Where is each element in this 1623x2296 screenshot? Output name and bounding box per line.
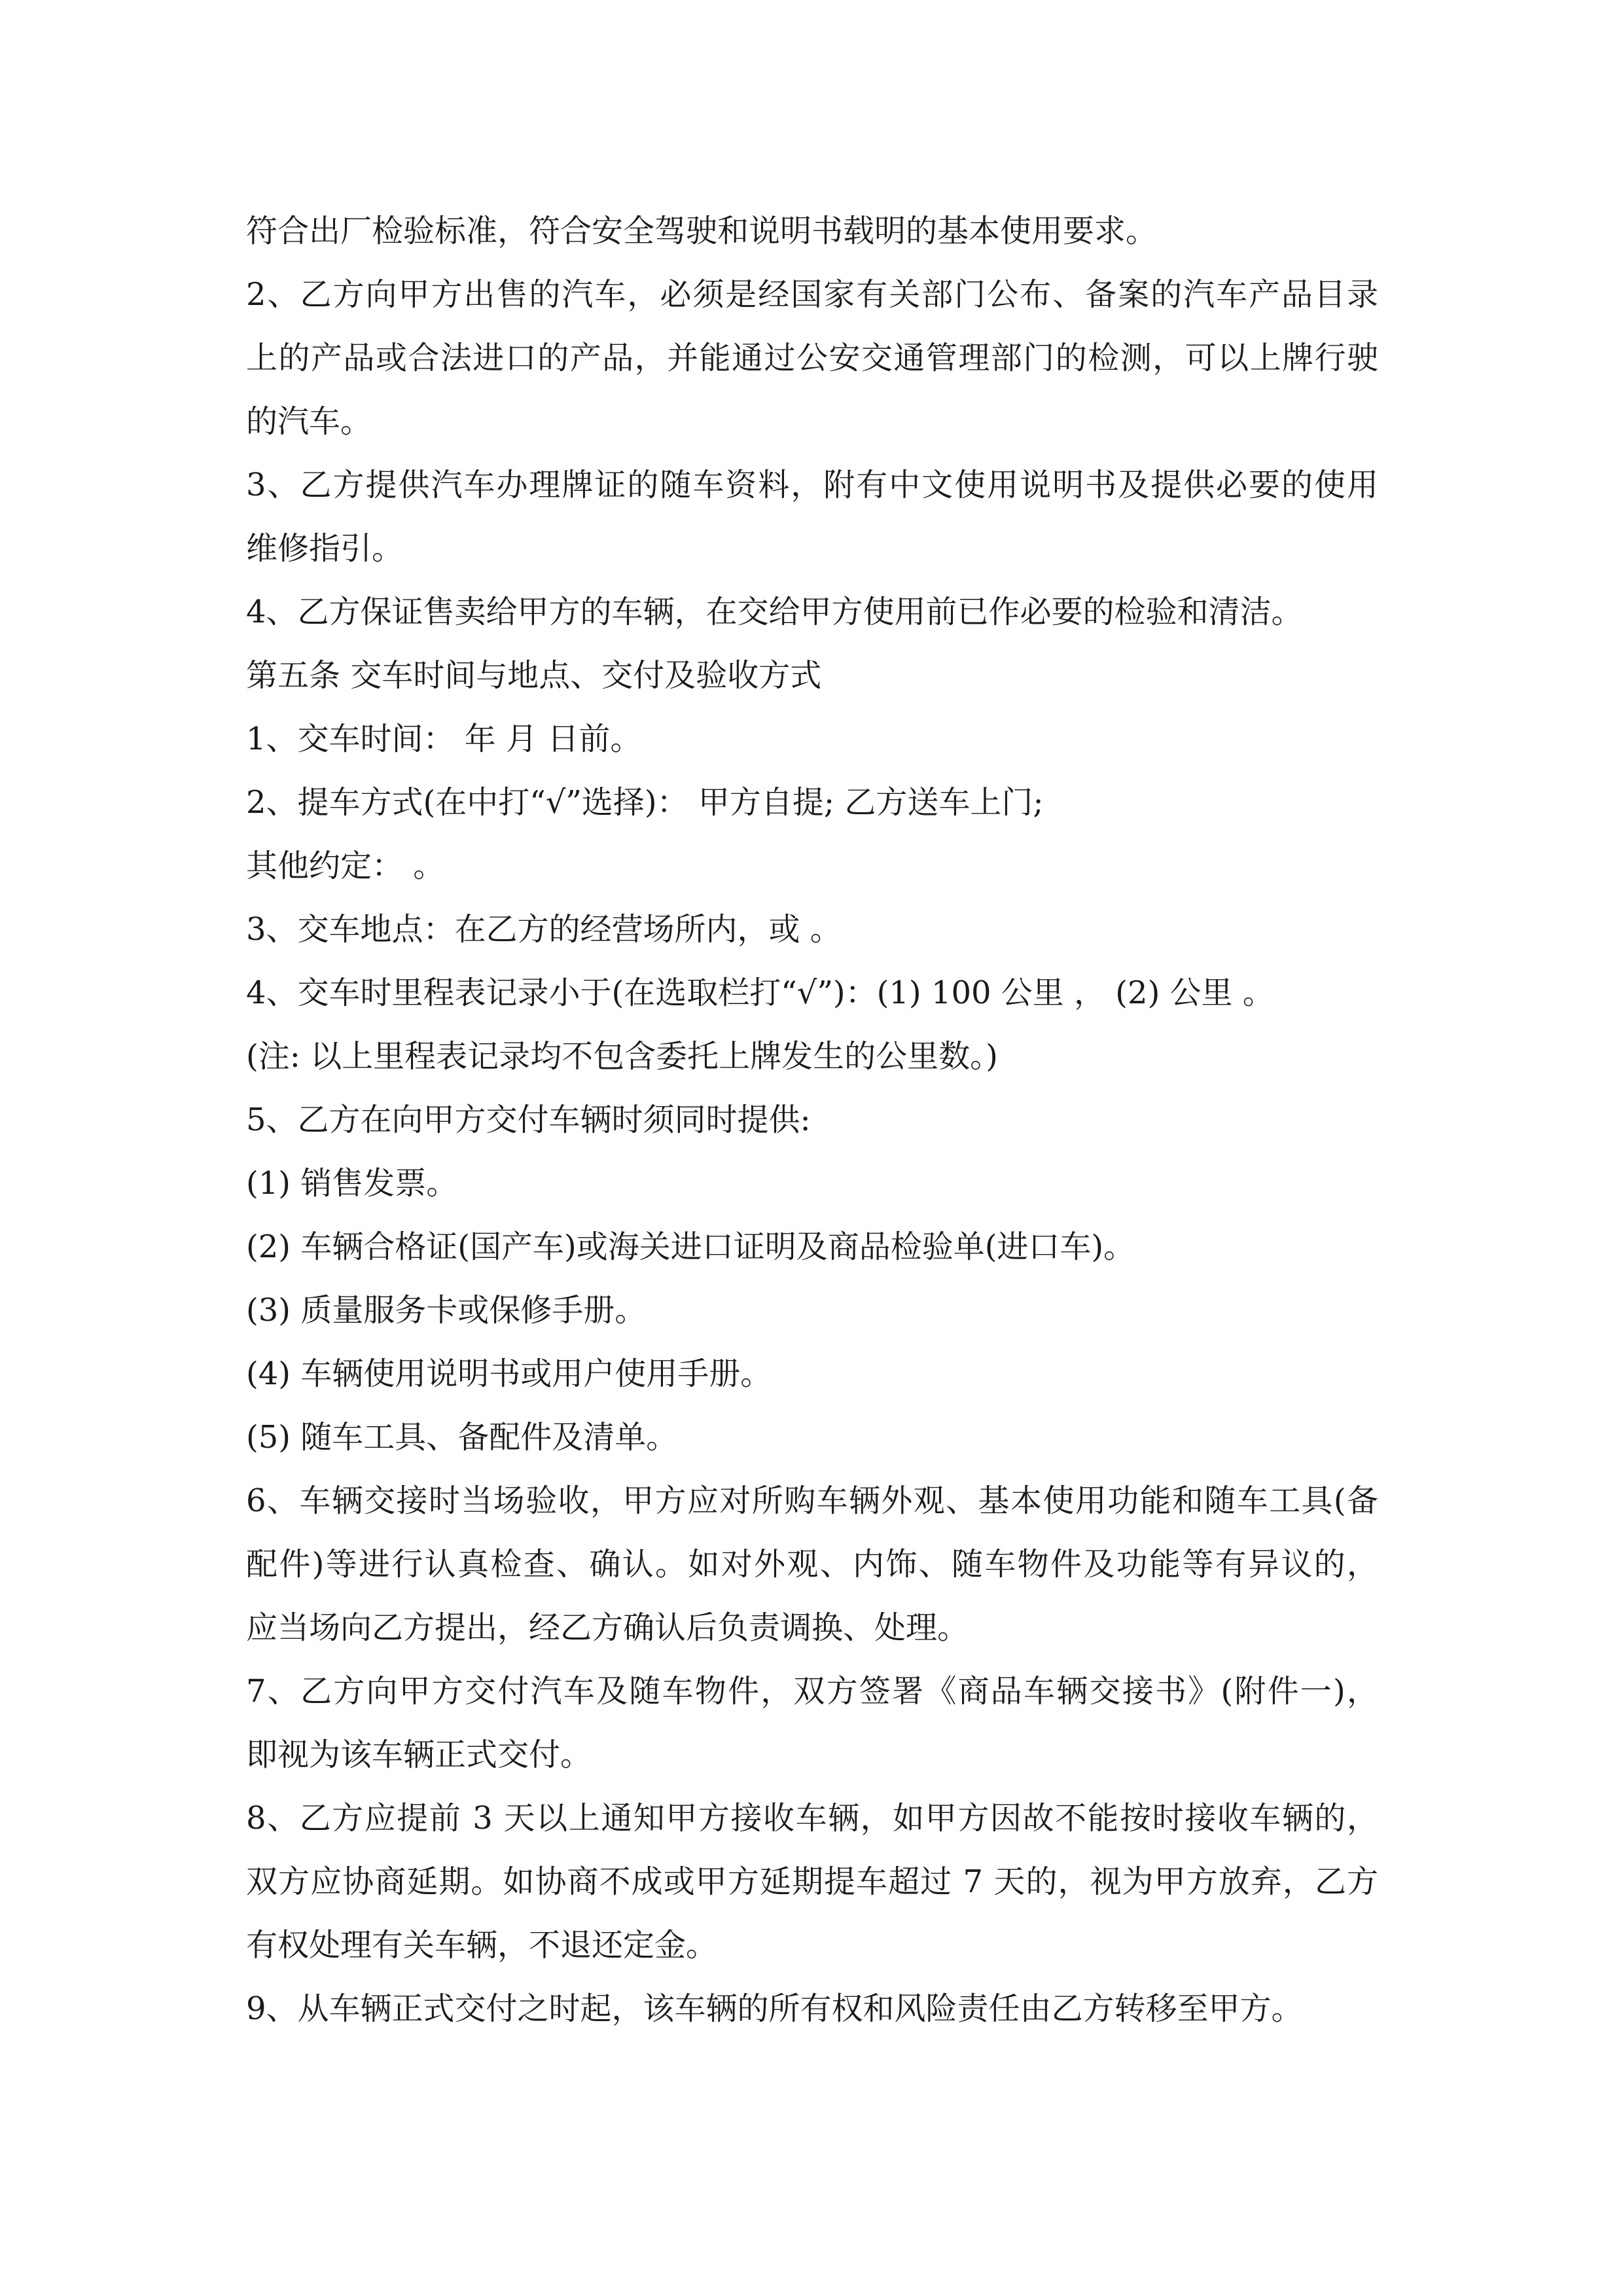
text-line: 1、交车时间： 年 月 日前。	[246, 721, 642, 757]
text-line: 符合出厂检验标准，符合安全驾驶和说明书载明的基本使用要求。	[246, 213, 1158, 249]
text-line: 2、提车方式(在中打“√”选择)： 甲方自提; 乙方送车上门;	[246, 784, 1044, 821]
text-line: 其他约定： 。	[246, 848, 445, 884]
text-line: 4、乙方保证售卖给甲方的车辆，在交给甲方使用前已作必要的检验和清洁。	[246, 594, 1303, 630]
text-line: (2) 车辆合格证(国产车)或海关进口证明及商品检验单(进口车)。	[246, 1229, 1135, 1265]
text-line: 2、乙方向甲方出售的汽车，必须是经国家有关部门公布、备案的汽车产品目录	[246, 276, 1378, 313]
text-line: 3、交车地点：在乙方的经营场所内，或 。	[246, 911, 842, 948]
text-line: 上的产品或合法进口的产品，并能通过公安交通管理部门的检测，可以上牌行驶	[246, 340, 1378, 376]
document-body	[246, 200, 1378, 2041]
text-line: (注: 以上里程表记录均不包含委托上牌发生的公里数。)	[246, 1038, 998, 1075]
text-line: (3) 质量服务卡或保修手册。	[246, 1292, 647, 1329]
text-line: (4) 车辆使用说明书或用户使用手册。	[246, 1355, 772, 1392]
text-line: (5) 随车工具、备配件及清单。	[246, 1419, 678, 1456]
text-line: 5、乙方在向甲方交付车辆时须同时提供:	[246, 1102, 811, 1138]
text-line: 有权处理有关车辆，不退还定金。	[246, 1927, 718, 1964]
text-line: 9、从车辆正式交付之时起，该车辆的所有权和风险责任由乙方转移至甲方。	[246, 1990, 1303, 2027]
text-line: 8、乙方应提前 3 天以上通知甲方接收车辆，如甲方因故不能按时接收车辆的，	[246, 1800, 1378, 1837]
text-line: 第五条 交车时间与地点、交付及验收方式	[246, 657, 822, 694]
text-line: 3、乙方提供汽车办理牌证的随车资料，附有中文使用说明书及提供必要的使用	[246, 467, 1378, 503]
text-line: 维修指引。	[246, 530, 404, 567]
text-line: 双方应协商延期。如协商不成或甲方延期提车超过 7 天的，视为甲方放弃，乙方	[246, 1863, 1378, 1900]
text-line: (1) 销售发票。	[246, 1165, 458, 1202]
text-line: 即视为该车辆正式交付。	[246, 1736, 592, 1773]
text-line: 配件)等进行认真检查、确认。如对外观、内饰、随车物件及功能等有异议的，	[246, 1546, 1378, 1583]
text-line: 6、车辆交接时当场验收，甲方应对所购车辆外观、基本使用功能和随车工具(备	[246, 1482, 1378, 1519]
text-line: 4、交车时里程表记录小于(在选取栏打“√”)：(1) 100 公里 ， (2) 公里 。	[246, 975, 1274, 1011]
text-line: 应当场向乙方提出，经乙方确认后负责调换、处理。	[246, 1609, 969, 1646]
text-line: 的汽车。	[246, 403, 372, 440]
text-line: 7、乙方向甲方交付汽车及随车物件，双方签署《商品车辆交接书》(附件一)，	[246, 1673, 1378, 1710]
